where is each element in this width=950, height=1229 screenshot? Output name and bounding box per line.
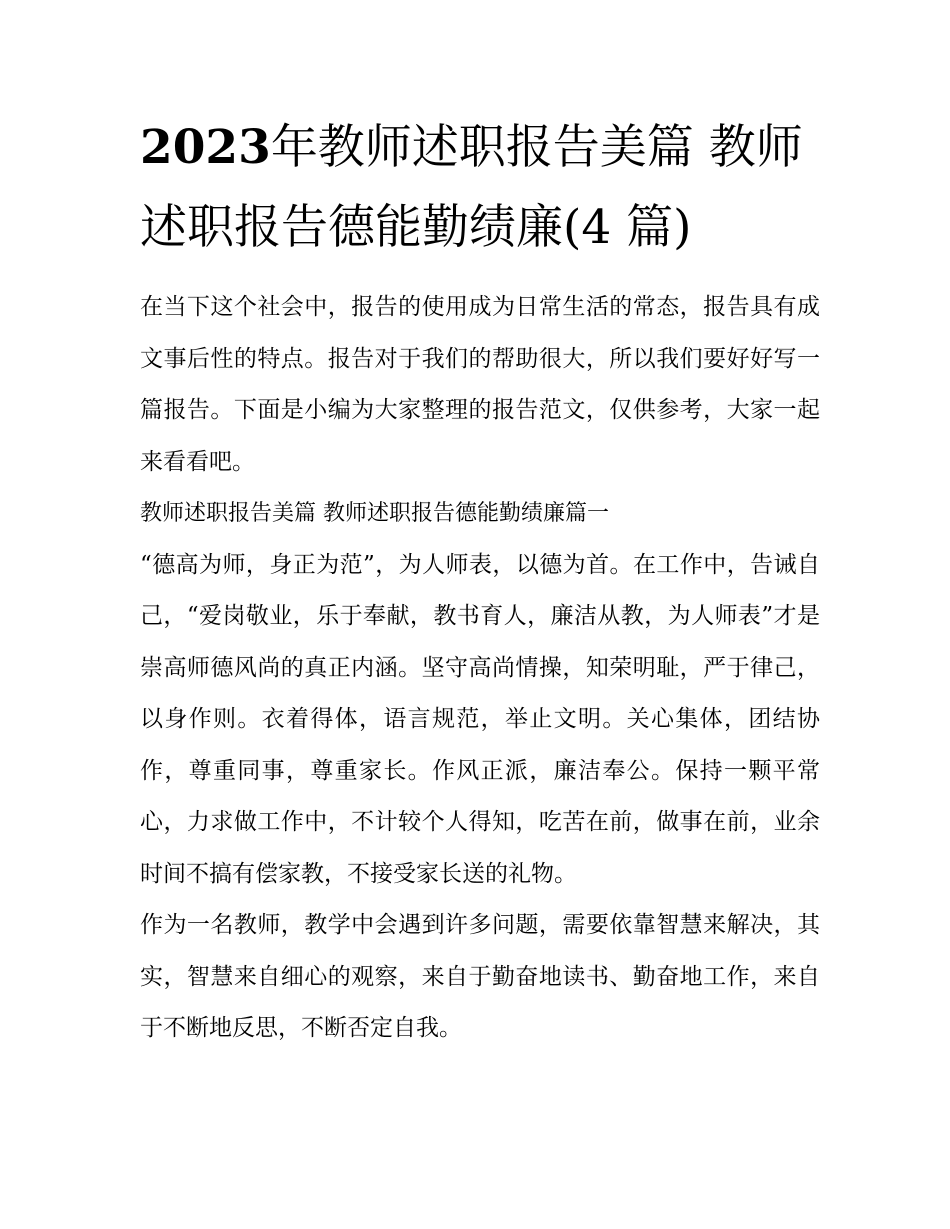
title-text: 年教师述职报告美篇 教师述职报告德能勤绩廉(4 篇) [140, 120, 803, 255]
section-heading: 教师述职报告美篇 教师述职报告德能勤绩廉篇一 [140, 501, 609, 526]
body-paragraph-1: “德高为师，身正为范”，为人师表，以德为首。在工作中，告诫自己，“爱岗敬业，乐于奉献，教书育人，廉洁从教，为人师表”才是崇高师德风尚的真正内涵。坚守高尚情操，知荣明耻，严于律己，以身作则。衣着得体，语言规范，举止文明。关心集体，团结协作，尊重同事，尊重家长。作风正派，廉洁奉公。保持一颗平常心，力求做工作中，不计较个人得知，吃苦在前，做事在前，业余时间不搞有偿家教，不接受家长送的礼物。 [140, 551, 820, 887]
intro-paragraph: 在当下这个社会中，报告的使用成为日常生活的常态，报告具有成文事后性的特点。报告对于我们的帮助很大，所以我们要好好写一篇报告。下面是小编为大家整理的报告范文，仅供参考，大家一起来看看吧。 [140, 294, 820, 475]
title-year: 2023 [140, 120, 271, 175]
document-page [140, 108, 820, 1055]
body-paragraph-2: 作为一名教师，教学中会遇到许多问题，需要依靠智慧来解决，其实，智慧来自细心的观察，来自于勤奋地读书、勤奋地工作，来自于不断地反思，不断否定自我。 [140, 912, 820, 1041]
document-title [140, 108, 820, 268]
